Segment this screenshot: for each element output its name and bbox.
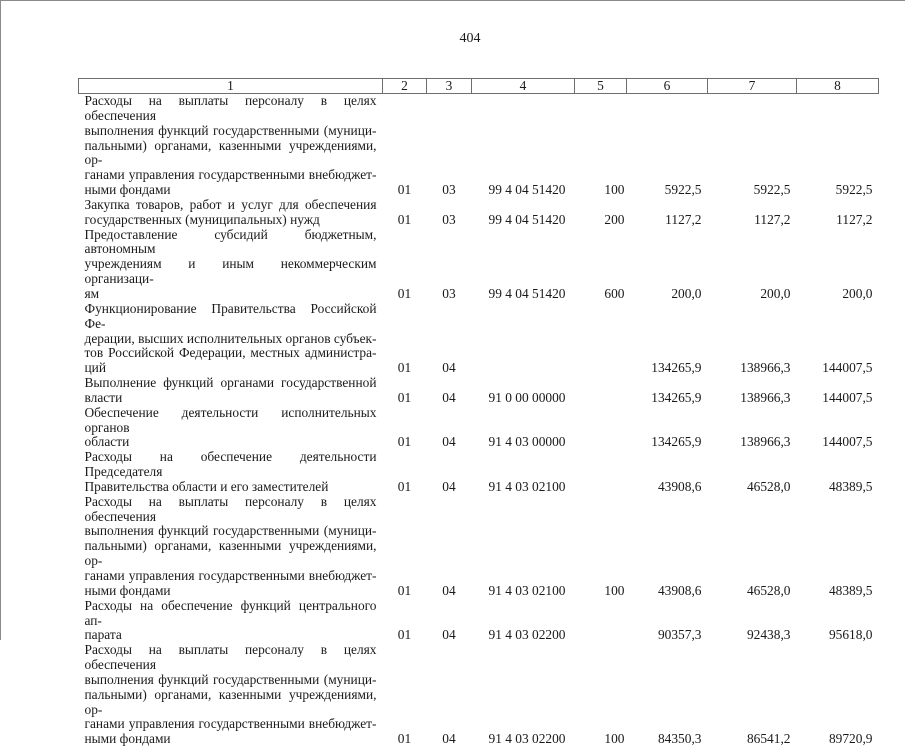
amount-year-3-cell: 48389,5 [797,495,879,599]
expense-type-cell [575,376,627,406]
table-row [79,406,879,451]
target-article-cell: 91 4 03 00000 [472,406,575,451]
item-name-cell [79,406,383,451]
amount-year-3-cell: 89720,9 [797,643,879,747]
section-code-cell: 01 [383,643,427,747]
amount-year-1-cell: 5922,5 [627,94,708,198]
target-article-cell: 91 4 03 02200 [472,643,575,747]
item-name-line: Расходы на выплаты персоналу в целях обеспечения [85,94,377,124]
item-name-line: Функционирование Правительства Российской Фе- [85,302,377,332]
amount-year-1-cell: 200,0 [627,228,708,302]
amount-year-2-cell: 200,0 [708,228,797,302]
item-name-line: ций [85,361,377,376]
item-name-cell [79,376,383,406]
item-name-cell [79,599,383,644]
amount-year-3-cell: 48389,5 [797,450,879,495]
item-name-line: учреждениям и иным некоммерческим организаци- [85,257,377,287]
amount-year-3-cell: 144007,5 [797,376,879,406]
amount-year-1-cell: 134265,9 [627,376,708,406]
amount-year-2-cell: 5922,5 [708,94,797,198]
header-col-2: 2 [383,79,427,94]
table-body [79,94,879,747]
table-row [79,302,879,376]
section-code-cell: 01 [383,94,427,198]
item-name-cell [79,94,383,198]
section-code-cell: 01 [383,198,427,228]
expense-type-cell [575,599,627,644]
amount-year-3-cell: 144007,5 [797,406,879,451]
item-name-line: ными фондами [85,183,377,198]
item-name-line: Правительства области и его заместителей [85,480,377,495]
subsection-code-cell: 04 [427,643,472,747]
item-name-line: Обеспечение деятельности исполнительных органов [85,406,377,436]
subsection-code-cell: 03 [427,198,472,228]
section-code-cell: 01 [383,228,427,302]
subsection-code-cell: 04 [427,302,472,376]
section-code-cell: 01 [383,450,427,495]
item-name-line: власти [85,391,377,406]
item-name-line: области [85,435,377,450]
amount-year-1-cell: 134265,9 [627,302,708,376]
header-col-7: 7 [708,79,797,94]
table-header [79,79,879,94]
table-row [79,495,879,599]
amount-year-3-cell: 95618,0 [797,599,879,644]
header-col-1: 1 [79,79,383,94]
amount-year-2-cell: 1127,2 [708,198,797,228]
item-name-line: Расходы на обеспечение функций центрального ап- [85,599,377,629]
item-name-line: выполнения функций государственными (муници- [85,673,377,688]
table-row [79,643,879,747]
item-name-line: ганами управления государственными внебюджет- [85,168,377,183]
subsection-code-cell: 04 [427,599,472,644]
item-name-line: ными фондами [85,732,377,747]
target-article-cell: 91 4 03 02100 [472,450,575,495]
target-article-cell: 91 0 00 00000 [472,376,575,406]
item-name-line: выполнения функций государственными (муници- [85,124,377,139]
subsection-code-cell: 04 [427,376,472,406]
item-name-line: пальными) органами, казенными учреждениями, ор- [85,139,377,169]
section-code-cell: 01 [383,406,427,451]
table-row [79,94,879,198]
target-article-cell: 99 4 04 51420 [472,228,575,302]
expense-type-cell [575,406,627,451]
item-name-cell [79,450,383,495]
amount-year-2-cell: 86541,2 [708,643,797,747]
subsection-code-cell: 03 [427,94,472,198]
expense-type-cell: 200 [575,198,627,228]
expense-type-cell [575,450,627,495]
table-row [79,450,879,495]
amount-year-3-cell: 1127,2 [797,198,879,228]
item-name-line: ганами управления государственными внебюджет- [85,717,377,732]
item-name-line: выполнения функций государственными (муници- [85,524,377,539]
amount-year-3-cell: 200,0 [797,228,879,302]
amount-year-1-cell: 43908,6 [627,450,708,495]
item-name-cell [79,228,383,302]
header-col-5: 5 [575,79,627,94]
amount-year-2-cell: 138966,3 [708,376,797,406]
subsection-code-cell: 04 [427,406,472,451]
expense-type-cell: 100 [575,495,627,599]
amount-year-2-cell: 92438,3 [708,599,797,644]
item-name-line: государственных (муниципальных) нужд [85,213,377,228]
item-name-line: пальными) органами, казенными учреждениями, ор- [85,539,377,569]
item-name-line: парата [85,628,377,643]
table-row [79,599,879,644]
item-name-line: Закупка товаров, работ и услуг для обеспечения [85,198,377,213]
amount-year-2-cell: 46528,0 [708,450,797,495]
expense-type-cell: 100 [575,94,627,198]
item-name-line: ными фондами [85,584,377,599]
header-col-4: 4 [472,79,575,94]
expense-type-cell [575,302,627,376]
amount-year-1-cell: 1127,2 [627,198,708,228]
target-article-cell: 91 4 03 02200 [472,599,575,644]
header-col-8: 8 [797,79,879,94]
item-name-line: Предоставление субсидий бюджетным, автономным [85,228,377,258]
section-code-cell: 01 [383,599,427,644]
item-name-cell [79,198,383,228]
section-code-cell: 01 [383,302,427,376]
table-row [79,376,879,406]
section-code-cell: 01 [383,495,427,599]
subsection-code-cell: 04 [427,495,472,599]
target-article-cell: 99 4 04 51420 [472,94,575,198]
item-name-cell [79,495,383,599]
amount-year-3-cell: 144007,5 [797,302,879,376]
item-name-line: пальными) органами, казенными учреждениями, ор- [85,688,377,718]
target-article-cell: 91 4 03 02100 [472,495,575,599]
item-name-line: ям [85,287,377,302]
amount-year-1-cell: 84350,3 [627,643,708,747]
amount-year-2-cell: 46528,0 [708,495,797,599]
amount-year-1-cell: 43908,6 [627,495,708,599]
item-name-line: Выполнение функций органами государственной [85,376,377,391]
amount-year-2-cell: 138966,3 [708,406,797,451]
item-name-line: Расходы на обеспечение деятельности Председателя [85,450,377,480]
amount-year-1-cell: 134265,9 [627,406,708,451]
header-col-3: 3 [427,79,472,94]
section-code-cell: 01 [383,376,427,406]
expense-type-cell: 600 [575,228,627,302]
header-row [79,79,879,94]
amount-year-1-cell: 90357,3 [627,599,708,644]
item-name-line: дерации, высших исполнительных органов субъек- [85,332,377,347]
budget-table [78,78,879,747]
table-row [79,228,879,302]
item-name-line: Расходы на выплаты персоналу в целях обеспечения [85,643,377,673]
table-row [79,198,879,228]
item-name-line: Расходы на выплаты персоналу в целях обеспечения [85,495,377,525]
page-number: 404 [1,31,905,47]
item-name-cell [79,643,383,747]
item-name-line: ганами управления государственными внебюджет- [85,569,377,584]
target-article-cell: 99 4 04 51420 [472,198,575,228]
amount-year-3-cell: 5922,5 [797,94,879,198]
subsection-code-cell: 03 [427,228,472,302]
header-col-6: 6 [627,79,708,94]
subsection-code-cell: 04 [427,450,472,495]
expense-type-cell: 100 [575,643,627,747]
item-name-cell [79,302,383,376]
target-article-cell [472,302,575,376]
amount-year-2-cell: 138966,3 [708,302,797,376]
item-name-line: тов Российской Федерации, местных администра- [85,346,377,361]
